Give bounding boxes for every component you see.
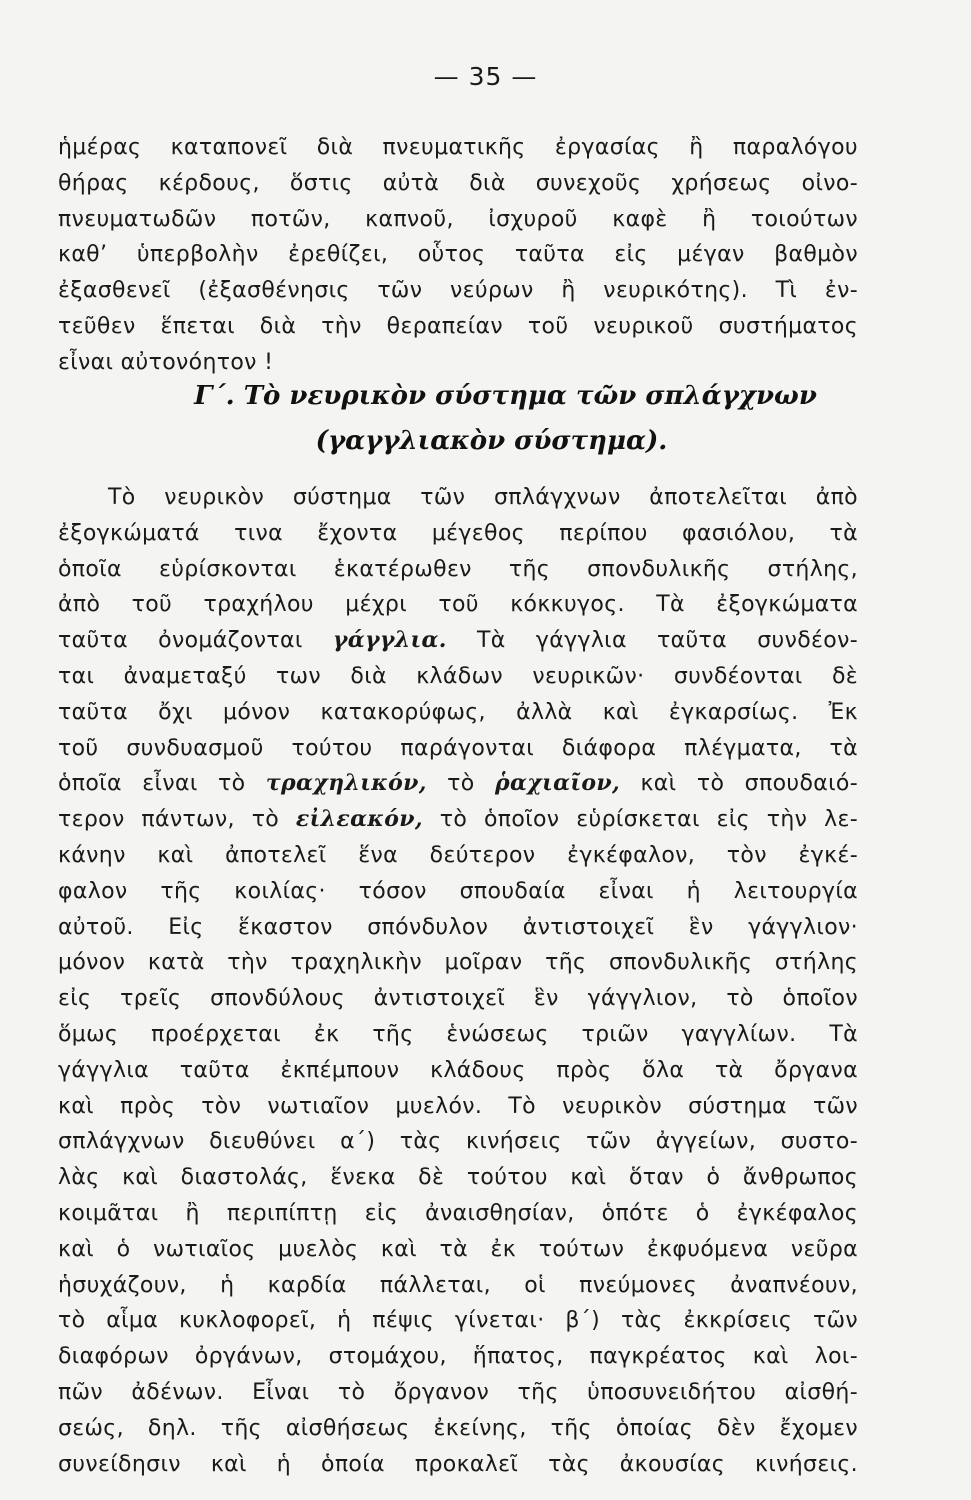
text-line: καθ’ ὑπερβολὴν ἐρεθίζει, οὗτος ταῦτα εἰς μέγαν βαθμὸν (58, 242, 858, 268)
text-run: τὸ (447, 771, 475, 797)
text-line: λὰς καὶ διαστολάς, ἕνεκα δὲ τούτου καὶ ὅταν ὁ ἄνθρωπος (58, 1165, 858, 1191)
page-number: — 35 — (433, 62, 538, 91)
text-line: θήρας κέρδους, ὅστις αὐτὰ διὰ συνεχοῦς χρήσεως οἰνο- (58, 170, 858, 196)
text-line: πῶν ἀδένων. Εἶναι τὸ ὄργανον τῆς ὑποσυνειδήτου αἰσθή- (58, 1379, 858, 1405)
text-line (58, 623, 858, 659)
text-line: ὅμως προέρχεται ἐκ τῆς ἑνώσεως τριῶν γαγγλίων. Τὰ (58, 1021, 858, 1047)
text-line: Τὸ νευρικὸν σύστημα τῶν σπλάγχνων ἀποτελεῖται ἀπὸ (108, 485, 858, 510)
text-line (58, 766, 858, 802)
text-run: καὶ τὸ σπουδαιό- (640, 771, 859, 797)
text-line: καὶ πρὸς τὸν νωτιαῖον μυελόν. Τὸ νευρικὸν σύστημα τῶν (58, 1093, 858, 1119)
text-line: ταῦτα ὄχι μόνον κατακορύφως, ἀλλὰ καὶ ἐγκαρσίως. Ἐκ (58, 699, 858, 725)
paragraph-1 (58, 130, 858, 381)
emphasis-term: ῥαχιαῖον, (495, 770, 621, 797)
section-subheading: (γαγγλιακὸν σύστημα). (315, 426, 668, 456)
text-run: τερον πάντων, τὸ (58, 807, 280, 833)
text-line: μόνον κατὰ τὴν τραχηλικὴν μοῖραν τῆς σπονδυλικῆς στήλης (58, 950, 858, 976)
text-line: σπλάγχνων διευθύνει α΄) τὰς κινήσεις τῶν ἀγγείων, συστο- (58, 1129, 858, 1155)
text-run: ὁποῖα εἶναι τὸ (58, 771, 246, 797)
text-line: καὶ ὁ νωτιαῖος μυελὸς καὶ τὰ ἐκ τούτων ἐκφυόμενα νεῦρα (58, 1236, 858, 1262)
text-line: αὐτοῦ. Εἰς ἕκαστον σπόνδυλον ἀντιστοιχεῖ ἓν γάγγλιον· (58, 914, 858, 940)
text-line: πνευματωδῶν ποτῶν, καπνοῦ, ἰσχυροῦ καφὲ ἢ τοιούτων (58, 206, 858, 232)
text-line: σεώς, δηλ. τῆς αἰσθήσεως ἐκείνης, τῆς ὁποίας δὲν ἔχομεν (58, 1415, 858, 1441)
text-line: τοῦ συνδυασμοῦ τούτου παράγονται διάφορα πλέγματα, τὰ (58, 735, 858, 761)
text-line: εἰς τρεῖς σπονδύλους ἀντιστοιχεῖ ἓν γάγγλιον, τὸ ὁποῖον (58, 986, 858, 1012)
text-line: κοιμᾶται ἢ περιπίπτῃ εἰς ἀναισθησίαν, ὁπότε ὁ ἐγκέφαλος (58, 1200, 858, 1226)
text-line: ἡμέρας καταπονεῖ διὰ πνευματικῆς ἐργασίας ἢ παραλόγου (58, 135, 858, 160)
text-line: τὸ αἷμα κυκλοφορεῖ, ἡ πέψις γίνεται· β΄) τὰς ἐκκρίσεις τῶν (58, 1308, 858, 1334)
emphasis-term: εἰλεακόν, (295, 806, 423, 833)
text-line: διαφόρων ὀργάνων, στομάχου, ἥπατος, παγκρέατος καὶ λοι- (58, 1344, 858, 1370)
text-line (58, 802, 858, 838)
text-line: ὁποῖα εὑρίσκονται ἑκατέρωθεν τῆς σπονδυλικῆς στήλης, (58, 556, 858, 582)
text-line: ἐξογκώματά τινα ἔχοντα μέγεθος περίπου φασιόλου, τὰ (58, 520, 858, 546)
section-heading: Γ΄. Τὸ νευρικὸν σύστημα τῶν σπλάγχνων (194, 381, 817, 411)
paragraph-2 (58, 480, 858, 1482)
text-line: φαλον τῆς κοιλίας· τόσον σπουδαία εἶναι ἡ λειτουργία (58, 878, 858, 904)
text-line: ἐξασθενεῖ (ἐξασθένησις τῶν νεύρων ἢ νευρικότης). Τὶ ἐν- (58, 278, 858, 304)
text-line: ἡσυχάζουν, ἡ καρδία πάλλεται, οἱ πνεύμονες ἀναπνέουν, (58, 1272, 858, 1298)
text-line: γάγγλια ταῦτα ἐκπέμπουν κλάδους πρὸς ὅλα τὰ ὄργανα (58, 1057, 858, 1083)
emphasis-term: τραχηλικόν, (265, 770, 427, 797)
text-line: τεῦθεν ἕπεται διὰ τὴν θεραπείαν τοῦ νευρικοῦ συστήματος (58, 313, 858, 339)
text-line: εἶναι αὐτονόητον ! (58, 349, 274, 375)
text-run: ταῦτα ὀνομάζονται (58, 628, 303, 654)
text-line: ται ἀναμεταξύ των διὰ κλάδων νευρικῶν· συνδέονται δὲ (58, 663, 858, 689)
text-line: κάνην καὶ ἀποτελεῖ ἕνα δεύτερον ἐγκέφαλον, τὸν ἐγκέ- (58, 842, 858, 868)
text-line: ἀπὸ τοῦ τραχήλου μέχρι τοῦ κόκκυγος. Τὰ ἐξογκώματα (58, 592, 858, 618)
text-run: Τὰ γάγγλια ταῦτα συνδέον- (477, 628, 858, 654)
text-line: συνείδησιν καὶ ἡ ὁποία προκαλεῖ τὰς ἀκουσίας κινήσεις. (58, 1451, 858, 1477)
emphasis-term: γάγγλια. (332, 627, 447, 654)
text-run: τὸ ὁποῖον εὑρίσκεται εἰς τὴν λε- (439, 807, 858, 833)
